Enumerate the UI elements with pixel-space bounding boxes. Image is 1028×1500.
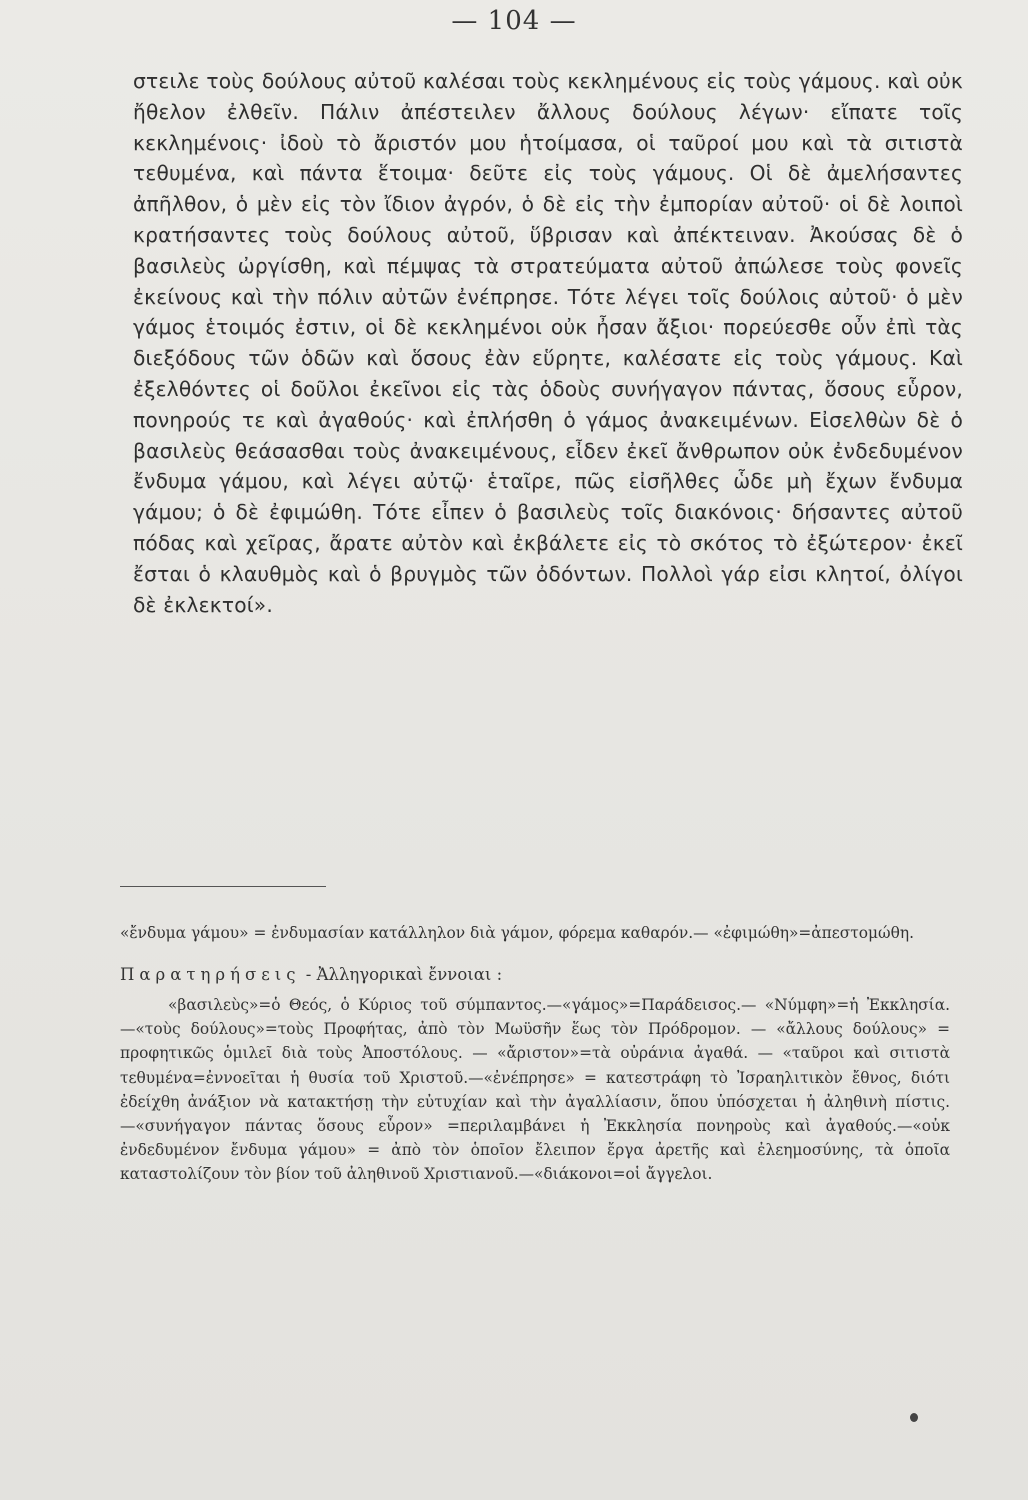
observations-heading-line — [120, 961, 950, 989]
footnotes-section — [120, 920, 950, 1187]
observations-subheading: - Ἀλληγορικαὶ ἔννοιαι : — [305, 965, 503, 984]
ink-stain — [910, 1413, 918, 1422]
page-number: — 104 — — [451, 6, 577, 36]
footnote-divider — [120, 886, 326, 887]
observations-text: «βασιλεὺς»=ὁ Θεός, ὁ Κύριος τοῦ σύμπαντος.—«γάμος»=Παράδεισος.— «Νύμφη»=ἡ Ἐκκλησία.—«τοὺς δούλους»=τοὺς Προφήτας, ἀπὸ τὸν Μωϋσῆν ἕως τὸν Πρόδρομον. — «ἄλλους δούλους» = προφητικῶς ὁμιλεῖ διὰ τοὺς Ἀποστόλους. — «ἄριστον»=τὰ οὐράνια ἀγαθά. — «ταῦροι καὶ σιτιστὰ τεθυμένα=ἐννοεῖται ἡ θυσία τοῦ Χριστοῦ.—«ἐνέπρησε» = κατεστράφη τὸ Ἰσραηλιτικὸν ἔθνος, διότι ἐδείχθη ἀνάξιον νὰ κατακτήσῃ τὴν εὐτυχίαν καὶ τὴν ἀγαλλίασιν, ὅπου ὑπόσχεται ἡ ἀληθινὴ πίστις.—«συνήγαγον πάντας ὅσους εὗρον» =περιλαμβάνει ἡ Ἐκκλησία πονηροὺς καὶ ἀγαθούς.—«οὐκ ἐνδεδυμένον ἔνδυμα γάμου» = ἀπὸ τὸν ὁποῖον ἔλειπον ἔργα ἀρετῆς καὶ ἐλεημοσύνης, τὰ ὁποῖα καταστολίζουν τὸν βίον τοῦ ἀληθινοῦ Χριστιανοῦ.—«διάκονοι=οἱ ἄγγελοι. — [120, 996, 950, 1184]
footnote-gloss: «ἔνδυμα γάμου» = ἐνδυμασίαν κατάλληλον διὰ γάμον, φόρεμα καθαρόν.— «ἐφιμώθη»=ἀπεστομώθη. — [120, 924, 914, 942]
observations-heading: Παρατηρήσεις — [120, 965, 301, 984]
main-text-paragraph: στειλε τοὺς δούλους αὐτοῦ καλέσαι τοὺς κεκλημένους εἰς τοὺς γάμους. καὶ οὐκ ἤθελον ἐλθεῖν. Πάλιν ἀπέστειλεν ἄλλους δούλους λέγων· εἴπατε τοῖς κεκλημένοις· ἰδοὺ τὸ ἄριστόν μου ἡτοίμασα, οἱ ταῦροί μου καὶ τὰ σιτιστὰ τεθυμένα, καὶ πάντα ἕτοιμα· δεῦτε εἰς τοὺς γάμους. Οἱ δὲ ἀμελήσαντες ἀπῆλθον, ὁ μὲν εἰς τὸν ἴδιον ἀγρόν, ὁ δὲ εἰς τὴν ἐμπορίαν αὐτοῦ· οἱ δὲ λοιποὶ κρατήσαντες τοὺς δούλους αὐτοῦ, ὕβρισαν καὶ ἀπέκτειναν. Ἀκούσας δὲ ὁ βασιλεὺς ὠργίσθη, καὶ πέμψας τὰ στρατεύματα αὐτοῦ ἀπώλεσε τοὺς φονεῖς ἐκείνους καὶ τὴν πόλιν αὐτῶν ἐνέπρησε. Τότε λέγει τοῖς δούλοις αὐτοῦ· ὁ μὲν γάμος ἑτοιμός ἐστιν, οἱ δὲ κεκλημένοι οὐκ ἦσαν ἄξιοι· πορεύεσθε οὖν ἐπὶ τὰς διεξόδους τῶν ὁδῶν καὶ ὅσους ἐὰν εὕρητε, καλέσατε εἰς τοὺς γάμους. Καὶ ἐξελθόντες οἱ δοῦλοι ἐκεῖνοι εἰς τὰς ὁδοὺς συνήγαγον πάντας, ὅσους εὗρον, πονηρούς τε καὶ ἀγαθούς· καὶ ἐπλήσθη ὁ γάμος ἀνακειμένων. Εἰσελθὼν δὲ ὁ βασιλεὺς θεάσασθαι τοὺς ἀνακειμένους, εἶδεν ἐκεῖ ἄνθρωπον οὐκ ἐνδεδυμένον ἔνδυμα γάμου, καὶ λέγει αὐτῷ· ἑταῖρε, πῶς εἰσῆλθες ὧδε μὴ ἔχων ἔνδυμα γάμου; ὁ δὲ ἐφιμώθη. Τότε εἶπεν ὁ βασιλεὺς τοῖς διακόνοις· δήσαντες αὐτοῦ πόδας καὶ χεῖρας, ἄρατε αὐτὸν καὶ ἐκβάλετε εἰς τὸ σκότος τὸ ἐξώτερον· ἐκεῖ ἔσται ὁ κλαυθμὸς καὶ ὁ βρυγμὸς τῶν ὀδόντων. Πολλοὶ γάρ εἰσι κλητοί, ὀλίγοι δὲ ἐκλεκτοί». — [133, 69, 963, 617]
